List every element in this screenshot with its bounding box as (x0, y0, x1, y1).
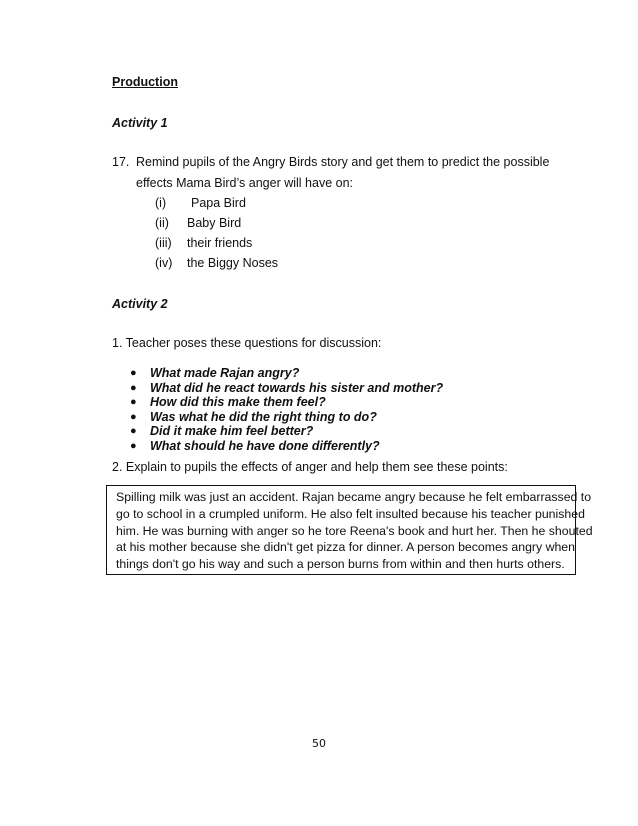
question-text: What made Rajan angry? (150, 366, 300, 380)
activity-2-heading: Activity 2 (112, 297, 168, 311)
bullet-icon: ● (130, 367, 137, 379)
production-heading: Production (112, 75, 178, 89)
bullet-icon: ● (130, 425, 137, 438)
bullet-icon: ● (130, 410, 137, 423)
list-item-text: Papa Bird (191, 196, 246, 210)
question-text: Was what he did the right thing to do? (150, 409, 377, 424)
box-line: things don't go his way and such a person burns from within and then hurts others. (116, 557, 565, 572)
box-line: go to school in a crumpled uniform. He also felt insulted because his teacher punished (116, 506, 585, 521)
item-17-number: 17. (112, 155, 130, 169)
bullet-icon: ● (130, 396, 137, 409)
list-item-text: their friends (187, 236, 253, 250)
bullet-icon: ● (130, 439, 137, 452)
question-text: What did he react towards his sister and mother? (150, 380, 444, 395)
question-text: How did this make them feel? (150, 395, 326, 410)
page-number: 50 (312, 737, 326, 750)
box-line: at his mother because she didn't get pizza for dinner. A person becomes angry when (116, 540, 575, 555)
activity-2-intro: 1. Teacher poses these questions for discussion: (112, 336, 382, 350)
list-item-text: Baby Bird (187, 216, 242, 230)
activity-2-point-2: 2. Explain to pupils the effects of anger and help them see these points: (112, 460, 508, 474)
box-line: Spilling milk was just an accident. Rajan became angry because he felt embarrassed to (116, 490, 592, 504)
list-item-number: (ii) (155, 216, 169, 230)
bullet-icon: ● (130, 381, 137, 394)
list-item-number: (iii) (155, 236, 172, 250)
box-line: him. He was burning with anger so he tore Reena's book and hurt her. Then he shouted (116, 523, 593, 538)
activity-1-heading: Activity 1 (112, 116, 168, 130)
item-17-line-2: effects Mama Bird’s anger will have on: (136, 176, 354, 190)
key-points-box (106, 485, 593, 575)
question-text: Did it make him feel better? (150, 424, 314, 439)
item-17-line-1: Remind pupils of the Angry Birds story and get them to predict the possible (136, 155, 550, 169)
list-item-number: (iv) (155, 256, 173, 270)
list-item-text: the Biggy Noses (187, 256, 279, 270)
question-text: What should he have done differently? (150, 438, 380, 453)
list-item-number: (i) (155, 196, 167, 210)
